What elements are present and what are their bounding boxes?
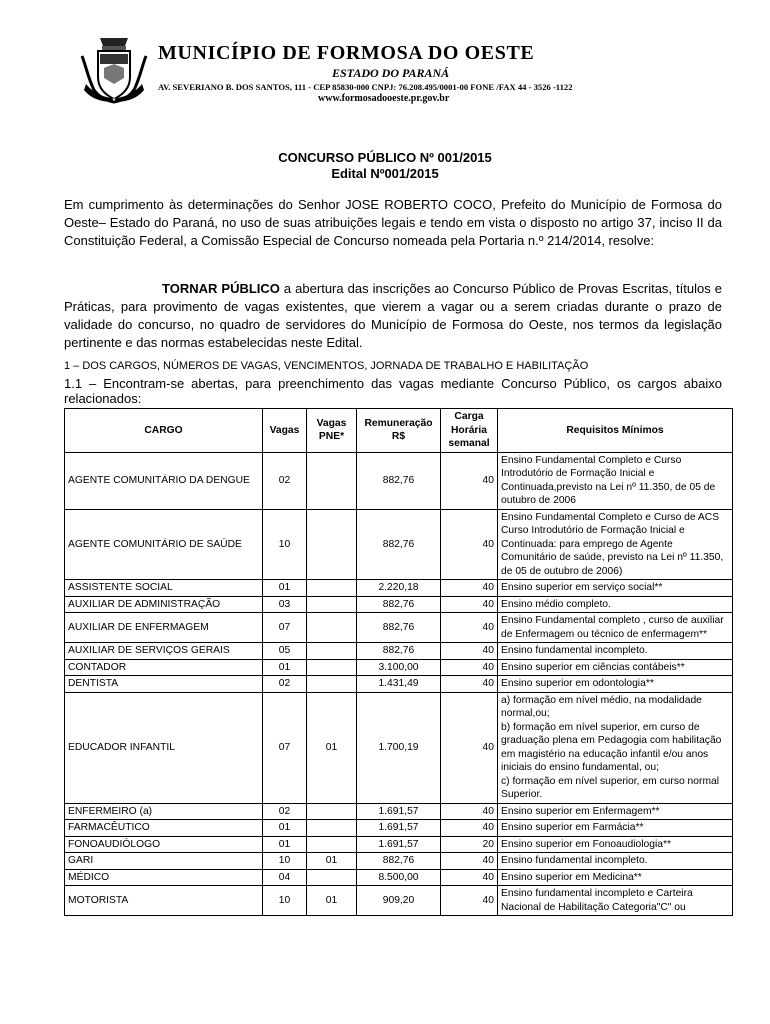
cell-carga-horaria: 40 <box>441 676 498 693</box>
cell-carga-horaria: 40 <box>441 853 498 870</box>
cell-cargo: ENFERMEIRO (a) <box>65 803 263 820</box>
cell-remuneracao: 8.500,00 <box>357 869 441 886</box>
state-name: ESTADO DO PARANÁ <box>332 66 450 80</box>
cell-vagas-pne <box>307 836 357 853</box>
header-vagas-pne: Vagas PNE* <box>307 409 357 453</box>
table-row <box>65 803 733 820</box>
header-carga-horaria: Carga Horária semanal <box>441 409 498 453</box>
cell-requisitos: Ensino Fundamental completo , curso de auxiliar de Enfermagem ou técnico de enfermagem** <box>498 613 733 643</box>
cell-vagas: 07 <box>263 692 307 803</box>
cell-vagas-pne <box>307 452 357 509</box>
cell-cargo: AGENTE COMUNITÁRIO DE SAÚDE <box>65 509 263 580</box>
cell-carga-horaria: 20 <box>441 836 498 853</box>
cell-vagas: 02 <box>263 676 307 693</box>
cell-requisitos: Ensino superior em Enfermagem** <box>498 803 733 820</box>
cell-cargo: AGENTE COMUNITÁRIO DA DENGUE <box>65 452 263 509</box>
cell-remuneracao: 1.691,57 <box>357 820 441 837</box>
cell-remuneracao: 882,76 <box>357 509 441 580</box>
table-row <box>65 509 733 580</box>
contest-title: CONCURSO PÚBLICO Nº 001/2015 <box>278 150 492 165</box>
cell-requisitos: Ensino superior em serviço social** <box>498 580 733 597</box>
table-row <box>65 836 733 853</box>
cell-requisitos: Ensino superior em Fonoaudiologia** <box>498 836 733 853</box>
cell-requisitos: Ensino superior em Farmácia** <box>498 820 733 837</box>
cell-requisitos: Ensino fundamental incompleto. <box>498 643 733 660</box>
cell-carga-horaria: 40 <box>441 869 498 886</box>
cell-cargo: DENTISTA <box>65 676 263 693</box>
cell-vagas: 10 <box>263 509 307 580</box>
table-row <box>65 613 733 643</box>
cell-requisitos: Ensino superior em ciências contábeis** <box>498 659 733 676</box>
header-cargo: CARGO <box>65 409 263 453</box>
cell-requisitos: Ensino médio completo. <box>498 596 733 613</box>
tornar-publico-bold: TORNAR PÚBLICO <box>162 281 280 296</box>
table-row <box>65 580 733 597</box>
cell-remuneracao: 1.431,49 <box>357 676 441 693</box>
cell-cargo: CONTADOR <box>65 659 263 676</box>
cell-vagas: 10 <box>263 853 307 870</box>
table-row <box>65 659 733 676</box>
cell-remuneracao: 909,20 <box>357 886 441 916</box>
cell-carga-horaria: 40 <box>441 613 498 643</box>
svg-text:★: ★ <box>111 97 117 103</box>
table-row <box>65 452 733 509</box>
cell-requisitos: a) formação em nível médio, na modalidade normal,ou; b) formação em nível superior, em curso de graduação plena em Pedagogia com habilitação em magistério na educação infantil e/ou anos iniciais do ensino fundamental, ou; c) formação em nível superior, em curso normal Superior. <box>498 692 733 803</box>
cell-cargo: MÉDICO <box>65 869 263 886</box>
cell-carga-horaria: 40 <box>441 643 498 660</box>
cell-requisitos: Ensino fundamental incompleto e Carteira Nacional de Habilitação Categoria"C" ou <box>498 886 733 916</box>
address-line: AV. SEVERIANO B. DOS SANTOS, 111 - CEP 85830-000 CNPJ: 76.208.495/0001-00 FONE /FAX 44 - 3526 -1122 <box>158 82 573 92</box>
cell-cargo: AUXILIAR DE ENFERMAGEM <box>65 613 263 643</box>
cell-carga-horaria: 40 <box>441 596 498 613</box>
intro-paragraph: Em cumprimento às determinações do Senhor JOSE ROBERTO COCO, Prefeito do Município de Formosa do Oeste– Estado do Paraná, no uso de suas atribuições legais e tendo em vista o disposto no artigo 37, inciso II da Constituição Federal, a Comissão Especial de Concurso nomeada pela Portaria n.º 214/2014, resolve: <box>64 197 722 248</box>
cell-remuneracao: 882,76 <box>357 643 441 660</box>
cell-carga-horaria: 40 <box>441 692 498 803</box>
tornar-publico-text: a abertura das inscrições ao Concurso Público de Provas Escritas, títulos e Práticas, para provimento de vagas existentes, que vierem a vagar ou a serem criadas durante o prazo de validade do concurso, no quadro de servidores do Município de Formosa do Oeste, nos termos da legislação pertinente e das normas estabelecidas neste Edital. <box>64 281 722 350</box>
cell-vagas-pne <box>307 613 357 643</box>
positions-table <box>64 408 733 916</box>
cell-carga-horaria: 40 <box>441 886 498 916</box>
cell-cargo: GARI <box>65 853 263 870</box>
table-row <box>65 676 733 693</box>
tornar-publico-paragraph <box>64 280 722 352</box>
cell-remuneracao: 882,76 <box>357 452 441 509</box>
cell-vagas: 01 <box>263 820 307 837</box>
cell-vagas-pne <box>307 643 357 660</box>
cell-remuneracao: 882,76 <box>357 613 441 643</box>
cell-vagas-pne <box>307 676 357 693</box>
cell-carga-horaria: 40 <box>441 803 498 820</box>
cell-vagas: 07 <box>263 613 307 643</box>
cell-vagas: 05 <box>263 643 307 660</box>
cell-carga-horaria: 40 <box>441 659 498 676</box>
cell-vagas-pne <box>307 659 357 676</box>
cell-vagas-pne: 01 <box>307 886 357 916</box>
cell-vagas-pne <box>307 803 357 820</box>
cell-requisitos: Ensino superior em Medicina** <box>498 869 733 886</box>
website-link[interactable]: www.formosadooeste.pr.gov.br <box>318 93 450 104</box>
cell-cargo: EDUCADOR INFANTIL <box>65 692 263 803</box>
cell-vagas: 10 <box>263 886 307 916</box>
cell-cargo: FARMACÊUTICO <box>65 820 263 837</box>
cell-vagas-pne: 01 <box>307 853 357 870</box>
cell-vagas: 04 <box>263 869 307 886</box>
cell-remuneracao: 882,76 <box>357 853 441 870</box>
cell-requisitos: Ensino fundamental incompleto. <box>498 853 733 870</box>
section-1-1-text: 1.1 – Encontram-se abertas, para preenchimento das vagas mediante Concurso Público, os cargos abaixo relacionados: <box>64 376 722 406</box>
cell-carga-horaria: 40 <box>441 452 498 509</box>
cell-vagas: 01 <box>263 580 307 597</box>
cell-carga-horaria: 40 <box>441 820 498 837</box>
header-requisitos: Requisitos Mínimos <box>498 409 733 453</box>
cell-vagas-pne: 01 <box>307 692 357 803</box>
cell-vagas-pne <box>307 596 357 613</box>
municipality-name: MUNICÍPIO DE FORMOSA DO OESTE <box>158 42 535 64</box>
cell-vagas: 02 <box>263 803 307 820</box>
cell-requisitos: Ensino superior em odontologia** <box>498 676 733 693</box>
cell-cargo: FONOAUDIÓLOGO <box>65 836 263 853</box>
cell-remuneracao: 882,76 <box>357 596 441 613</box>
table-row <box>65 853 733 870</box>
municipal-crest-icon <box>78 34 150 104</box>
cell-remuneracao: 1.691,57 <box>357 803 441 820</box>
section-1-heading: 1 – DOS CARGOS, NÚMEROS DE VAGAS, VENCIMENTOS, JORNADA DE TRABALHO E HABILITAÇÃO <box>64 360 589 372</box>
cell-vagas: 01 <box>263 659 307 676</box>
cell-cargo: AUXILIAR DE ADMINISTRAÇÃO <box>65 596 263 613</box>
cell-vagas-pne <box>307 509 357 580</box>
table-row <box>65 596 733 613</box>
cell-carga-horaria: 40 <box>441 580 498 597</box>
letterhead <box>78 32 718 108</box>
cell-vagas-pne <box>307 869 357 886</box>
cell-remuneracao: 1.691,57 <box>357 836 441 853</box>
table-row <box>65 643 733 660</box>
cell-vagas: 02 <box>263 452 307 509</box>
table-row <box>65 820 733 837</box>
cell-vagas-pne <box>307 580 357 597</box>
cell-remuneracao: 1.700,19 <box>357 692 441 803</box>
cell-remuneracao: 3.100,00 <box>357 659 441 676</box>
edital-title: Edital Nº001/2015 <box>331 166 439 181</box>
table-row <box>65 869 733 886</box>
cell-cargo: ASSISTENTE SOCIAL <box>65 580 263 597</box>
cell-vagas-pne <box>307 820 357 837</box>
cell-requisitos: Ensino Fundamental Completo e Curso de ACS Curso Introdutório de Formação Inicial e Continuada: para emprego de Agente Comunitário de saúde, previsto na Lei nº 11.350, de 05 de outubro de 2006) <box>498 509 733 580</box>
table-row <box>65 886 733 916</box>
cell-vagas: 01 <box>263 836 307 853</box>
table-body <box>65 452 733 916</box>
header-vagas: Vagas <box>263 409 307 453</box>
cell-remuneracao: 2.220,18 <box>357 580 441 597</box>
cell-vagas: 03 <box>263 596 307 613</box>
cell-requisitos: Ensino Fundamental Completo e Curso Introdutório de Formação Inicial e Continuada,previsto na Lei nº 11.350, de 05 de outubro de 2006 <box>498 452 733 509</box>
cell-carga-horaria: 40 <box>441 509 498 580</box>
table-header-row <box>65 409 733 453</box>
header-remuneracao: Remuneração R$ <box>357 409 441 453</box>
cell-cargo: AUXILIAR DE SERVIÇOS GERAIS <box>65 643 263 660</box>
table-row <box>65 692 733 803</box>
cell-cargo: MOTORISTA <box>65 886 263 916</box>
